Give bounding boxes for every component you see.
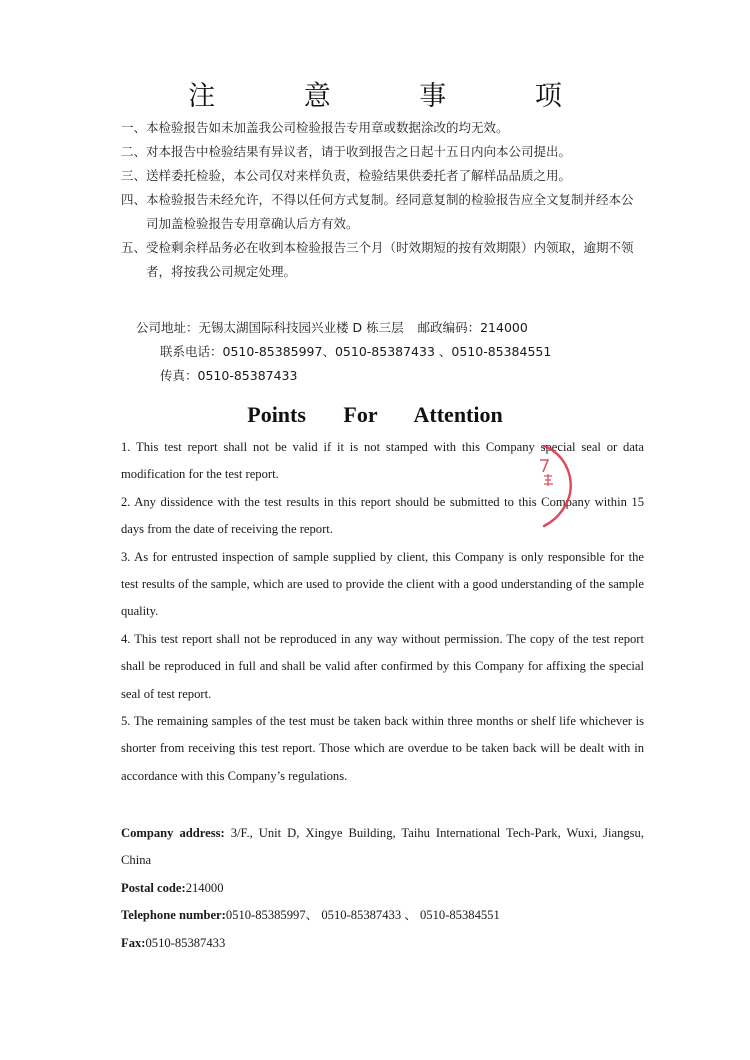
- fax-value: 0510-85387433: [145, 935, 226, 950]
- chinese-notice-list: [121, 116, 646, 284]
- item-text: 送样委托检验，本公司仅对来样负责，检验结果供委托者了解样品品质之用。: [146, 168, 572, 183]
- fax-label: 传真：: [160, 368, 198, 383]
- english-contact-block: [121, 820, 644, 957]
- item-text: 本检验报告如未加盖我公司检验报告专用章或数据涂改的均无效。: [146, 120, 509, 135]
- chinese-notice-item: [121, 116, 646, 140]
- phone-value: 0510-85385997、0510-85387433 、0510-85384551: [222, 344, 552, 359]
- chinese-notice-item: [121, 188, 646, 236]
- english-title: Points For Attention: [247, 402, 503, 427]
- english-notice-item: 2. Any dissidence with the test results in this report should be submitted to this Company within 15 days from the date of receiving the report.: [121, 494, 644, 537]
- english-notice-item: 5. The remaining samples of the test must be taken back within three months or shelf life whichever is shorter from receiving this test report. Those which are overdue to be taken back will be dealt with in accordance with this Company’s regulations.: [121, 714, 644, 783]
- postcode-value: 214000: [480, 320, 528, 335]
- chinese-notice-item: [121, 236, 646, 284]
- fax-label: Fax:: [121, 935, 146, 950]
- item-text: 本检验报告未经允许，不得以任何方式复制。经同意复制的检验报告应全文复制并经本公司加盖检验报告专用章确认后方有效。: [146, 192, 634, 231]
- address-value: 3/F., Unit D, Xingye Building, Taihu International Tech-Park, Wuxi, Jiangsu, China: [121, 826, 645, 868]
- phone-label: 联系电话：: [160, 344, 223, 359]
- address-label: 公司地址：: [136, 320, 199, 335]
- item-number: 五、: [121, 240, 147, 255]
- item-number: 二、: [121, 144, 147, 159]
- item-number: 一、: [121, 120, 147, 135]
- phone-label: Telephone number:: [121, 908, 226, 923]
- english-notice-item: 1. This test report shall not be valid if it is not stamped with this Company special seal or data modification for the test report.: [121, 440, 644, 482]
- english-postal-row: [121, 875, 644, 902]
- english-notice-list: [121, 434, 644, 790]
- chinese-address-row: [136, 316, 551, 340]
- chinese-title: 注 意 事 项: [188, 81, 602, 112]
- item-text: 受检剩余样品务必在收到本检验报告三个月（时效期短的按有效期限）内领取，逾期不领者，将按我公司规定处理。: [146, 240, 634, 279]
- english-address-row: [121, 820, 644, 875]
- fax-value: 0510-85387433: [197, 368, 298, 383]
- address-value: 无锡太湖国际科技园兴业楼 D 栋三层: [198, 320, 404, 335]
- chinese-phone-row: [136, 340, 551, 364]
- english-phone-row: [121, 902, 644, 929]
- item-number: 三、: [121, 168, 147, 183]
- chinese-contact-block: [136, 316, 551, 388]
- english-notice-item: 4. This test report shall not be reproduced in any way without permission. The copy of the test report shall be reproduced in full and shall be valid after confirmed by this Company for affixing the special seal of test report.: [121, 631, 644, 701]
- chinese-notice-item: [121, 164, 646, 188]
- postal-label: Postal code:: [121, 880, 186, 895]
- address-label: Company address:: [121, 826, 225, 840]
- english-fax-row: [121, 930, 644, 957]
- chinese-fax-row: [136, 364, 551, 388]
- phone-value: 0510-85385997、 0510-85387433 、 0510-85384551: [225, 908, 500, 923]
- postcode-label: 邮政编码：: [417, 320, 481, 335]
- english-notice-item: 3. As for entrusted inspection of sample supplied by client, this Company is only responsible for the test results of the sample, which are used to provide the client with a good understanding of the sample quality.: [121, 549, 644, 619]
- item-text: 对本报告中检验结果有异议者，请于收到报告之日起十五日内向本公司提出。: [146, 144, 572, 159]
- item-number: 四、: [121, 192, 147, 207]
- postal-value: 214000: [185, 880, 224, 895]
- chinese-notice-item: [121, 140, 646, 164]
